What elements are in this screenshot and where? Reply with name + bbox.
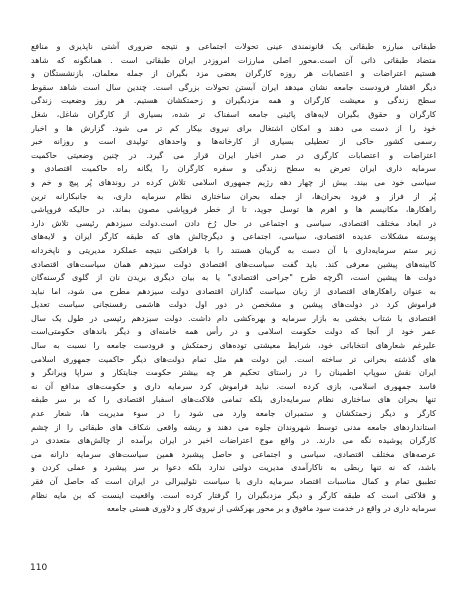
text-line: تنها بحران های ساختاری نظام سرمایه‌داری بلکه تمامی فلاکت‌های اسفبار اقتصادی را که بر سر طبقه — [31, 395, 436, 405]
text-line: طبقاتی مبارزه طبقاتی یک قانونمندی عینی تحولات اجتماعی و نتیجه ضروری آشتی ناپذیری و منافع — [31, 42, 436, 51]
text-line: عمر خود از آنجا که دولت حکومت اسلامی و در رأس همه خامنه‌ای و دیگر باندهای حکومتی‌است — [31, 327, 436, 337]
text-line: سیاسی خود می بیند. بیش از چهار دهه رژیم جمهوری اسلامی تلاش کرده در روندهای پُر پیچ و خم و — [31, 177, 436, 187]
text-line: فراموش کرد در دولت‌های پیشین و مشخصن در دور اول دولت هاشمی رفسنجانی سیاست تعدیل — [31, 300, 436, 310]
text-line: هستیم اعتراضات و اعتصابات هر روزه کارگران بعضی مزد بگیران از جمله معلمان، بازنشستگان و — [31, 69, 436, 79]
text-line: سرمایه داری ایران تعرض به سطح زندگی و سفره کارگران را یگانه راه حاکمیت اقتصادی و — [31, 164, 436, 174]
text-line: پوسته مشکلات عدیده اقتصادی، سیاسی، اجتماعی و دیگرچالش های که طبقه کارگر ایران و لایه‌های — [31, 232, 436, 242]
text-line: کارگران و حقوق بگیران لایه‌های پائینی جامعه اسفناک تر شده، بسیاری از کارگران شاغل، شغل — [31, 109, 436, 119]
text-line: تطبیق تمام و کمال مناسبات اقتصاد سرمایه داری با سیاست نئولیبرالی در ایران است که حاصل آن فقر — [31, 477, 436, 486]
text-line: استانداردهای جامعه مدنی توسط شهروندان جلوه می دهند و ریشه واقعی شکاف های طبقاتی را از چشم — [31, 422, 436, 432]
text-line: خود را از دست می دهند و امکان اشتغال برای نیروی بیکار کم تر می شود. گزارش ها و اخبار — [31, 123, 436, 133]
text-line: اعتراضات و اعتصابات کارگری در صدر اخبار ایران قرار می گیرد. در چنین وضعیتی حاکمیت — [31, 150, 436, 160]
text-line: زیر ستم سرمایه‌داری با آن دست به گریبان هستند را با قرافکنی نتیجه عملکرد مدیریتی و ناپخردانه — [31, 245, 436, 255]
text-line: ایران نقش سوپاپ اطمینان را در راستای تحکیم هر چه بیشتر حکومت جنایتکار و سراپا ویرانگر و — [31, 368, 436, 378]
text-line: کابینه‌های پیشین معرفی کند. باید گفت سیاست‌های اقتصادی دولت سیزدهم همان سیاست‌های اقتصادی — [31, 259, 436, 269]
text-line: دیگر اقشار فرودست جامعه نشان میدهد ایران آبستن تحولات بزرگی است. چندین سال است شاهد سقوط — [31, 82, 436, 92]
text-line: به عنوان راهکارهای اقتصادی از زبان سیاست گذاران اقتصادی دولت سیزدهم مطرح می شود، اما نباید — [31, 286, 436, 296]
text-line: رسمی کشور حاکی از تعطیلی بسیاری از کارخانه‌ها و واحدهای تولیدی است و روزانه خبر — [31, 137, 436, 147]
text-line: سطح زندگی و معیشت کارگران و همه مزدبگیران و زحمتکشان هستیم. هر روز وضعیت زندگی — [31, 96, 436, 106]
body-text — [31, 40, 436, 516]
text-line: عرصه‌های مختلف اقتصادی، سیاسی و اجتماعی و حاصل پیشبرد همین سیاست‌های سرمایه دارانه می — [31, 449, 436, 459]
text-line: دولت ها پیشین است، اگرچه طرح "جراحی اقتصادی" یا به بیان دیگری بریدن نان از گلوی گرسنه‌گان — [31, 273, 436, 283]
text-line: باشد، که نه تنها ربطی به ناکارآمدی مدیریت دولتی ندارد بلکه دعوا بر سر پیشبرد و عملی کردن و — [31, 463, 436, 473]
text-line: سرمایه داری در واقع در خدمت سود مافوق و بر محور بهرکشی از نیروی کار و دلاوری هستی جامعه — [106, 504, 436, 514]
text-line: علیرغم شعارهای انتخاباتی خود، شرایط معیشتی توده‌های زحمتکش و فرودست جامعه را نسبت به سال — [31, 341, 436, 351]
text-line: در ابعاد مختلف اقتصادی، سیاسی و اجتماعی در حال رُخ دادن است.دولت سیزدهم رئیسی تلاش دارد — [31, 218, 436, 228]
text-line: فاسد جمهوری اسلامی، بازی کرده است. نباید فراموش کرد سرمایه داری و حکومت‌های مدافع آن نه — [31, 381, 436, 391]
text-line: کارگران پوشیده نگه می دارند. در واقع موج اعتراضات اخیر در ایران برآمده از چالش‌های متعددی در — [31, 436, 436, 446]
text-line: و فلاکتی است که طبقه کارگر و دیگر مزدبگیران را گرفتار کرده است. واقعیت اینست که بن مایه نظام — [31, 490, 436, 500]
text-line: متضاد طبقاتی ذاتی آن است.محور اصلی مبارزات امروزدر ایران طبقاتی است . همانگونه که شاهد — [31, 55, 436, 65]
text-line: پُر از فراز و فرود بحران‌ها، از جمله بحران ساختاری نظام سرمایه داری، به جانبکارانه ترین — [31, 191, 436, 201]
text-line: اقتصادی با شتاب بخشی به بازار سرمایه و بهره‌کشی دام داشت. دولت سیزدهم رئیسی در طول یک سال — [31, 313, 436, 323]
text-line: های گذشته بحرانی تر ساخته است. این دولت هم مثل تمام دولت‌های دیگر حاکمیت جمهوری اسلامی — [31, 354, 436, 364]
text-line: راهکارها، مکانیسم ها و اهرم ها توسل جوید، تا از خطر فروپاشی مصون بماند، در حالیکه فروپاشی — [31, 205, 436, 215]
page-number: 110 — [30, 563, 48, 573]
text-line: کارگر و دیگر زحمتکشان و ستمبران جامعه وارد می شود را در سوء مدیریت ها، شعار عدم — [31, 409, 436, 419]
